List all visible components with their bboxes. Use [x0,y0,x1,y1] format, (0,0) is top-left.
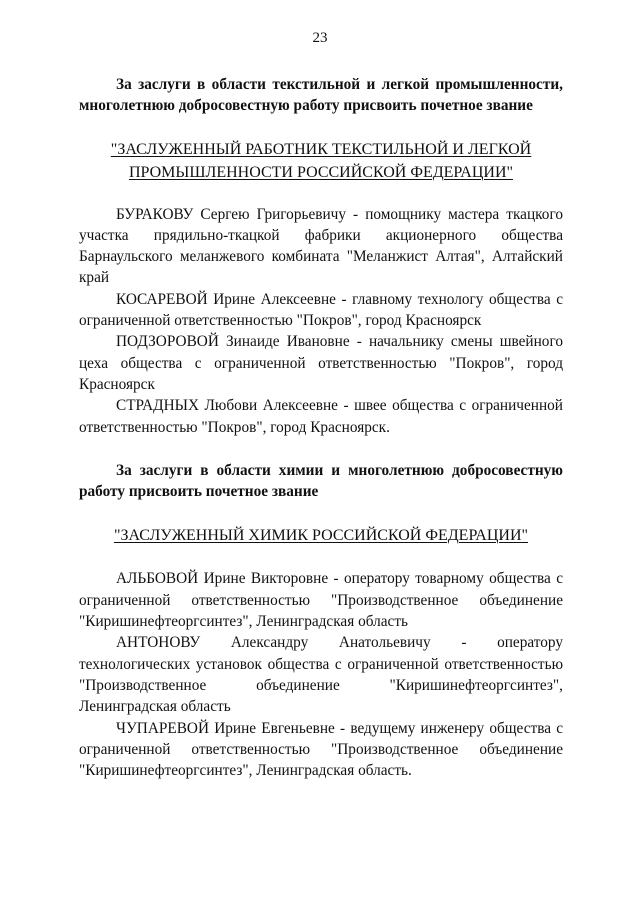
list-item: ЧУПАРЕВОЙ Ирине Евгеньевне - ведущему инженеру общества с ограниченной ответственностью "Производственное объединение "Киришинефтеоргсинтез", Ленинградская область. [79,719,563,780]
award-title-textile-line1: "ЗАСЛУЖЕННЫЙ РАБОТНИК ТЕКСТИЛЬНОЙ И ЛЕГКОЙ [110,140,532,158]
document-body [79,74,563,781]
list-item: АНТОНОВУ Александру Анатольевичу - оператору технологических установок общества с ограниченной ответственностью "Производственное объединение "Киришинефтеоргсинтез", Ленинградская область [79,634,563,716]
list-item: БУРАКОВУ Сергею Григорьевичу - помощнику мастера ткацкого участка прядильно-ткацкой фабрики акционерного общества Барнаульского меланжевого комбината "Меланжист Алтая", Алтайский край [79,205,563,287]
award-title-textile-line2: ПРОМЫШЛЕННОСТИ РОССИЙСКОЙ ФЕДЕРАЦИИ" [128,163,514,181]
section-intro-textile: За заслуги в области текстильной и легкой промышленности, многолетнюю добросовестную работу присвоить почетное звание [79,76,563,115]
list-item: КОСАРЕВОЙ Ирине Алексеевне - главному технологу общества с ограниченной ответственностью "Покров", город Красноярск [79,290,563,330]
award-title-textile [79,138,563,184]
list-item: ПОДЗОРОВОЙ Зинаиде Ивановне - начальнику смены швейного цеха общества с ограниченной ответственностью "Покров", город Красноярск [79,333,563,393]
list-item: СТРАДНЫХ Любови Алексеевне - швее общества с ограниченной ответственностью "Покров", город Красноярск. [79,397,563,436]
page-number: 23 [312,30,328,46]
award-title-chemistry: "ЗАСЛУЖЕННЫЙ ХИМИК РОССИЙСКОЙ ФЕДЕРАЦИИ" [113,527,529,545]
list-item: АЛЬБОВОЙ Ирине Викторовне - оператору товарному общества с ограниченной ответственностью "Производственное объединение "Киришинефтеоргсинтез", Ленинградская область [79,570,563,631]
section-intro-chemistry: За заслуги в области химии и многолетнюю добросовестную работу присвоить почетное звание [79,461,563,501]
